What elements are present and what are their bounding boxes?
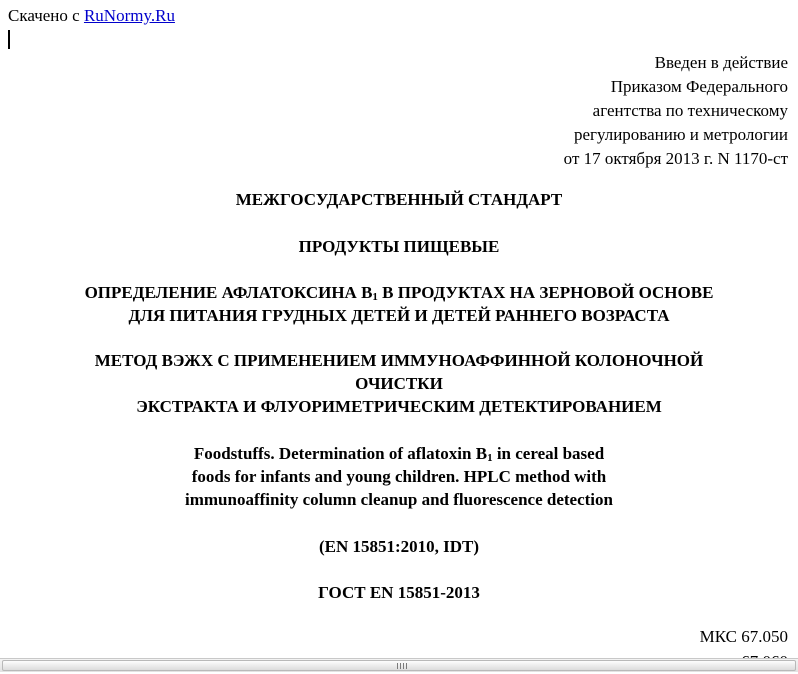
method-line-1: МЕТОД ВЭЖХ С ПРИМЕНЕНИЕМ ИММУНОАФФИННОЙ КОЛОНОЧНОЙ (94, 351, 704, 370)
approval-line: агентства по техническому (592, 101, 788, 120)
english-title (0, 442, 798, 511)
method-line-2: ОЧИСТКИ (355, 374, 443, 393)
approval-block (564, 51, 788, 171)
horizontal-scrollbar[interactable] (0, 658, 798, 672)
scrollbar-thumb[interactable] (2, 660, 796, 671)
english-line-1-end: in cereal based (492, 444, 605, 463)
english-line-3: immunoaffinity column cleanup and fluorescence detection (185, 490, 613, 509)
english-line-1-start: Foodstuffs. Determination of aflatoxin B (193, 444, 488, 463)
grip-icon (397, 663, 407, 669)
method-line-3: ЭКСТРАКТА И ФЛУОРИМЕТРИЧЕСКИМ ДЕТЕКТИРОВАНИЕМ (136, 397, 662, 416)
english-subscript: 1 (487, 452, 493, 464)
category-text: ПРОДУКТЫ ПИЩЕВЫЕ (298, 237, 500, 256)
text-caret (8, 30, 10, 49)
english-line-2: foods for infants and young children. HPLC method with (191, 467, 607, 486)
approval-line: регулированию и метрологии (573, 125, 788, 144)
title-line-2: ДЛЯ ПИТАНИЯ ГРУДНЫХ ДЕТЕЙ И ДЕТЕЙ РАННЕГО ВОЗРАСТА (128, 306, 670, 325)
standard-type-heading (0, 188, 798, 211)
approval-line: Приказом Федерального (610, 77, 788, 96)
title-subscript: 1 (372, 291, 378, 303)
approval-line: от 17 октября 2013 г. N 1170-ст (563, 149, 788, 168)
classification-line: МКС 67.050 (699, 627, 788, 646)
approval-line: Введен в действие (654, 53, 788, 72)
title-line-1-start: ОПРЕДЕЛЕНИЕ АФЛАТОКСИНА B (84, 283, 373, 302)
standard-type-text: МЕЖГОСУДАРСТВЕННЫЙ СТАНДАРТ (235, 190, 563, 209)
english-line-1 (0, 442, 798, 465)
designation-text: ГОСТ EN 15851-2013 (318, 583, 480, 602)
title-line-1-end: В ПРОДУКТАХ НА ЗЕРНОВОЙ ОСНОВЕ (377, 283, 714, 302)
identity-line (0, 535, 798, 558)
title-heading (0, 281, 798, 327)
designation-line (0, 581, 798, 604)
title-line-1 (0, 281, 798, 304)
source-prefix: Скачено с (8, 6, 84, 25)
method-heading (0, 349, 798, 418)
identity-text: (EN 15851:2010, IDT) (318, 537, 480, 556)
source-link[interactable]: RuNormy.Ru (83, 6, 175, 25)
source-line (8, 6, 175, 26)
category-heading (0, 235, 798, 258)
